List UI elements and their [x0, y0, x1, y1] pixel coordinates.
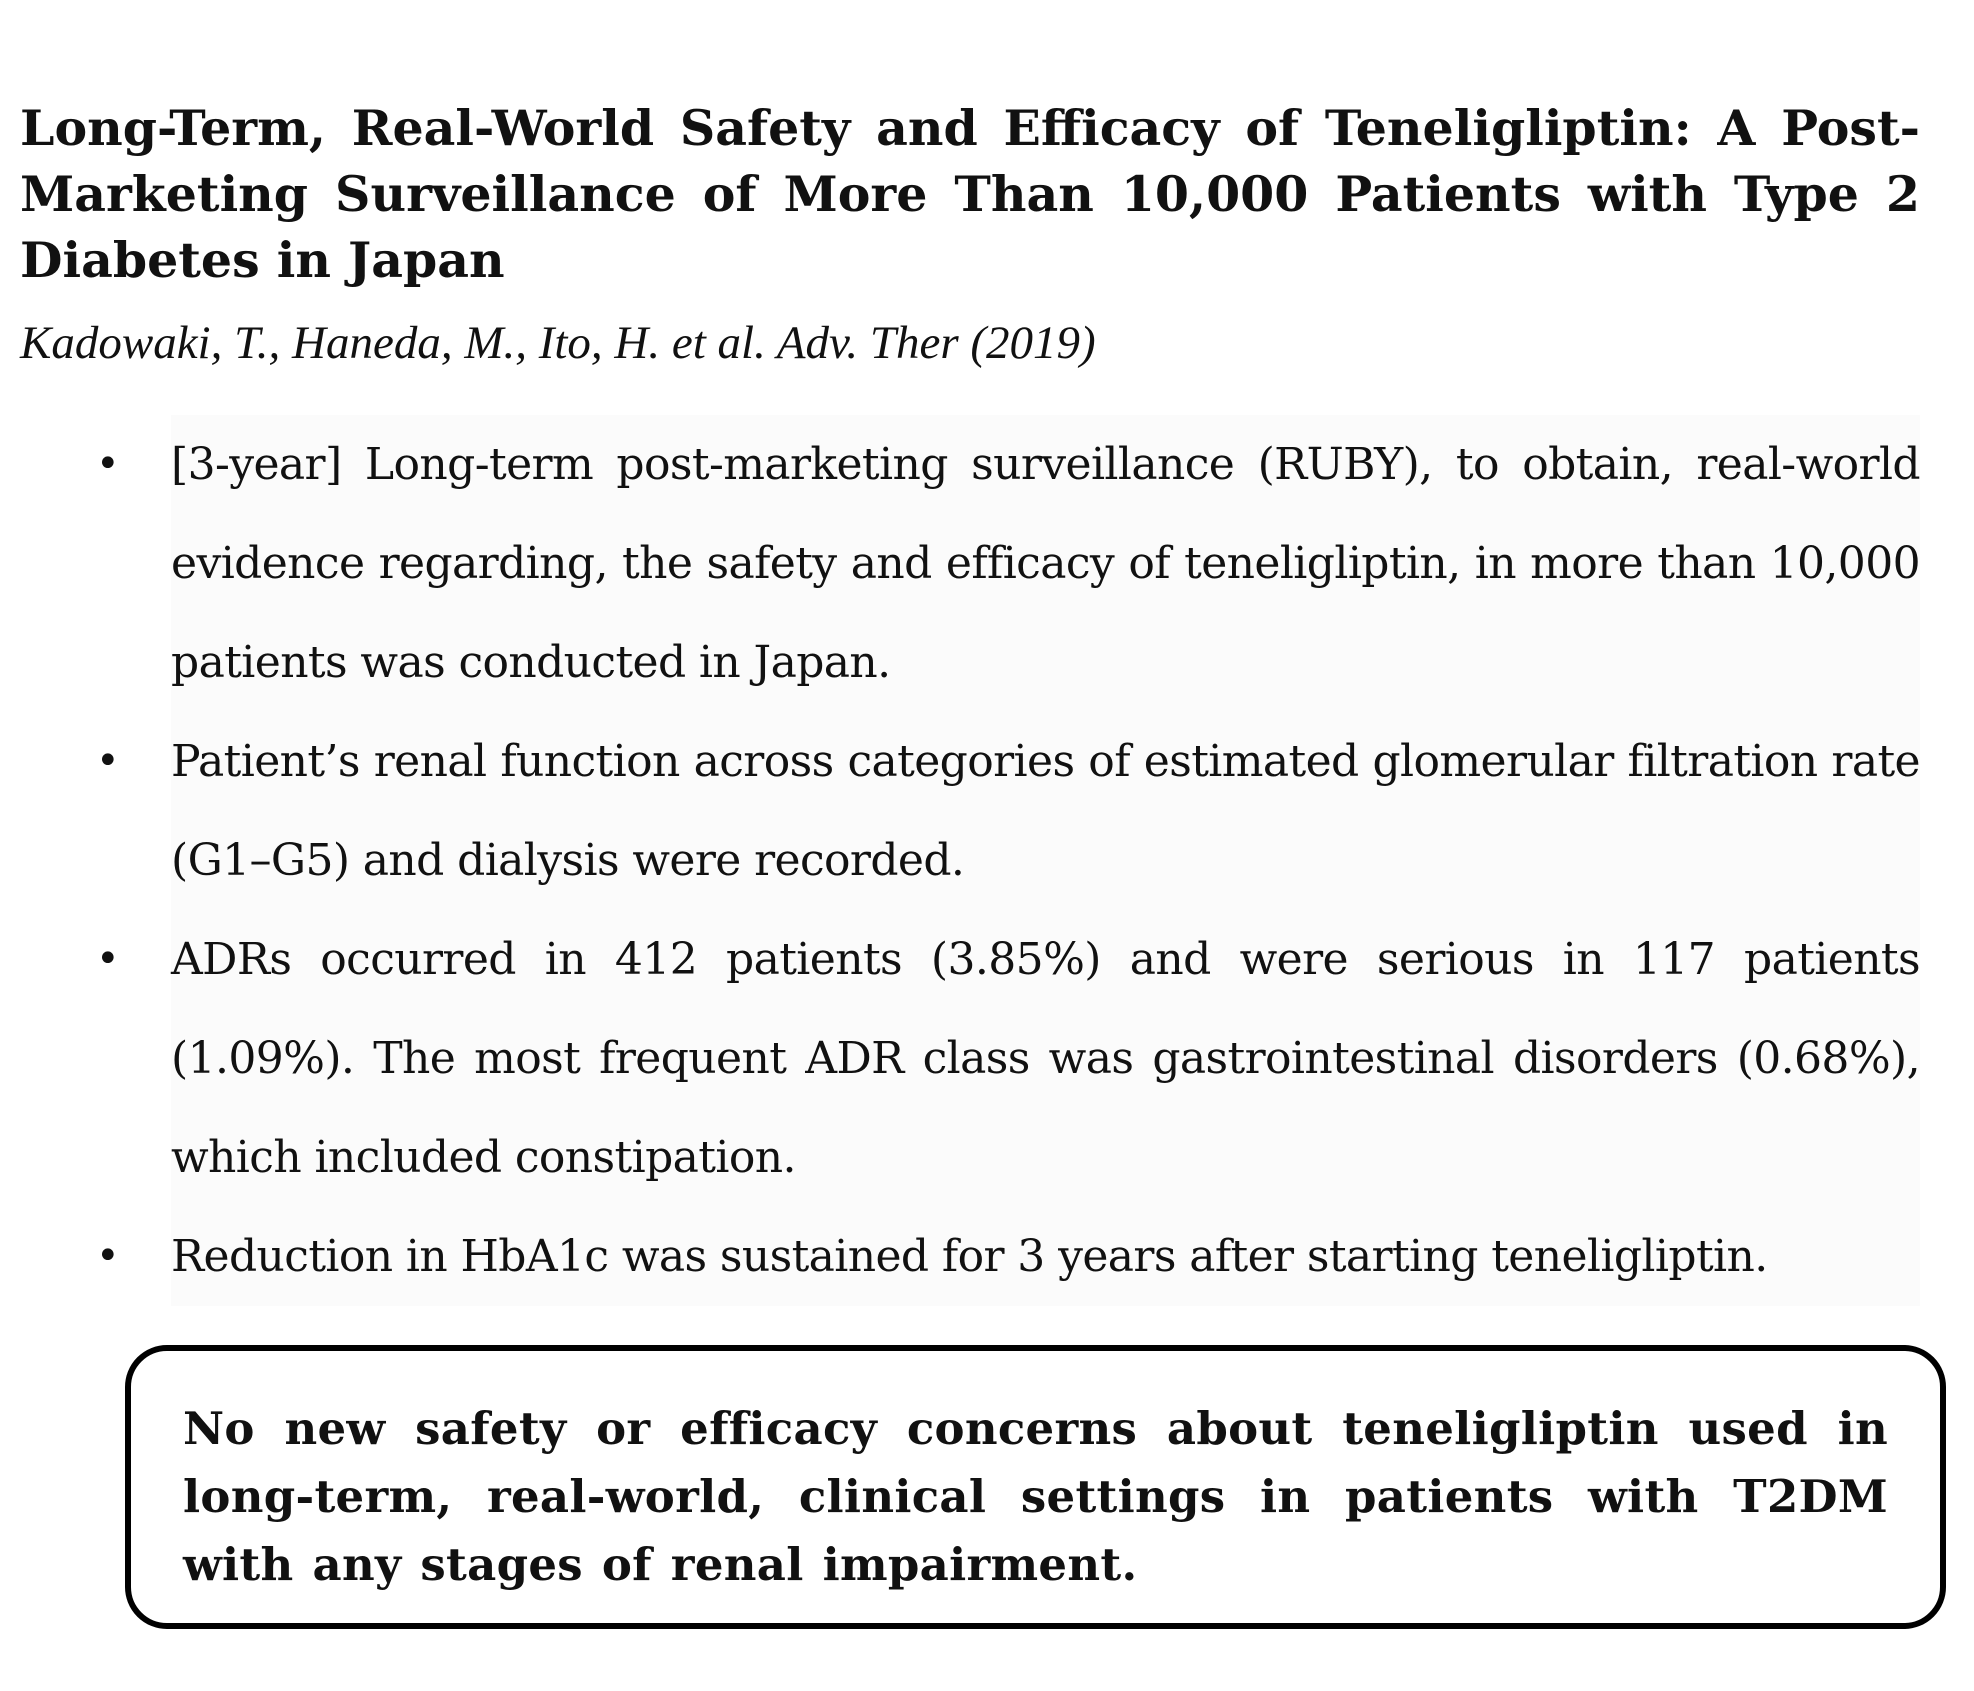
document-page: [20, 95, 1920, 1306]
list-item-text: Reduction in HbA1c was sustained for 3 years after starting teneligliptin.: [171, 1207, 1920, 1306]
conclusion-text: No new safety or efficacy concerns about teneligliptin used in long-term, real-world, clinical settings in patients with T2DM with any stages of renal impairment.: [183, 1402, 1888, 1591]
bullet-icon: •: [96, 1233, 120, 1279]
list-item-text: ADRs occurred in 412 patients (3.85%) and were serious in 117 patients (1.09%). The most frequent ADR class was gastrointestinal disorders (0.68%), which included constipation.: [171, 910, 1920, 1207]
list-item-text: Patient’s renal function across categories of estimated glomerular filtration rate (G1–G5) and dialysis were recorded.: [171, 712, 1920, 910]
key-findings-list: [20, 415, 1920, 1306]
list-item: [20, 415, 1920, 712]
list-item: [20, 1207, 1920, 1306]
article-title: Long-Term, Real-World Safety and Efficacy of Teneligliptin: A Post-Marketing Surveillance of More Than 10,000 Patients with Type 2 Diabetes in Japan: [20, 99, 1920, 289]
list-item-text: [3-year] Long-term post-marketing surveillance (RUBY), to obtain, real-world evidence regarding, the safety and efficacy of teneligliptin, in more than 10,000 patients was conducted in Japan.: [171, 415, 1920, 712]
bullet-icon: •: [96, 738, 120, 784]
article-citation: Kadowaki, T., Haneda, M., Ito, H. et al. Adv. Ther (2019): [20, 317, 1096, 369]
bullet-icon: •: [96, 936, 120, 982]
bullet-icon: •: [96, 441, 120, 487]
list-item: [20, 712, 1920, 910]
list-item: [20, 910, 1920, 1207]
conclusion-box: [125, 1345, 1946, 1629]
